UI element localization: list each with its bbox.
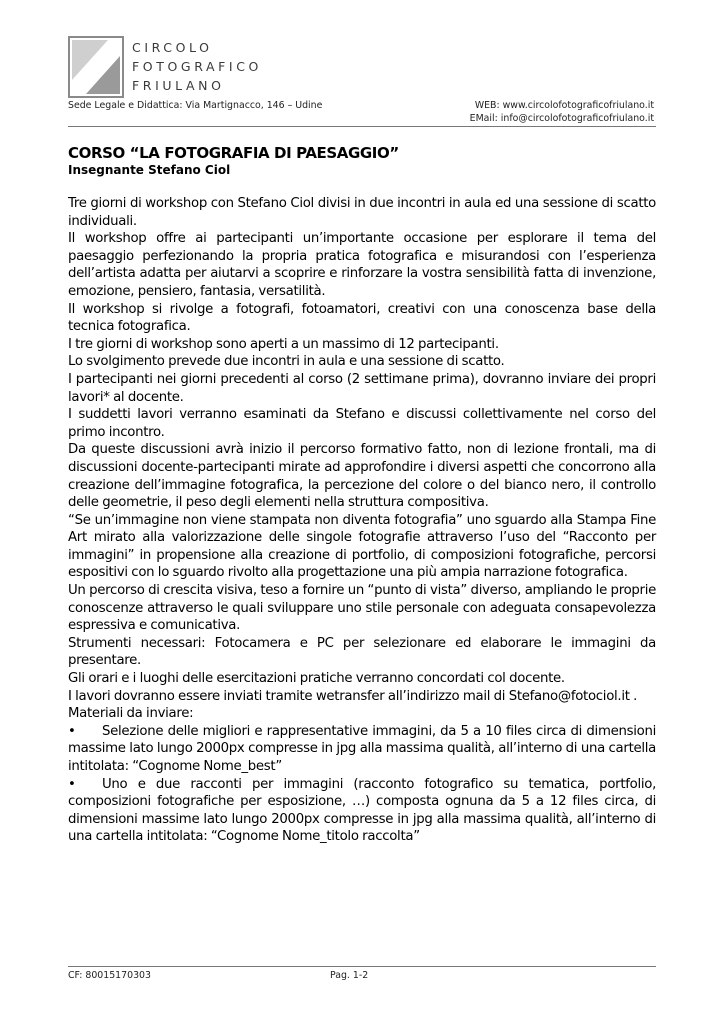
paragraph: Il workshop offre ai partecipanti un’importante occasione per esplorare il tema del paesaggio perfezionando la propria pratica fotografica e misurandosi con l’esperienza dell’artista adatta per aiutarvi a scoprire e rinforzare la vostra sensibilità fatta di invenzione, emozione, pensiero, fantasia, versatilità. [68,231,656,299]
paragraph: I partecipanti nei giorni precedenti al corso (2 settimane prima), dovranno inviare dei propri lavori* al docente. [68,371,656,405]
logo-word-friulano: FRIULANO [132,78,225,93]
paragraph: Lo svolgimento prevede due incontri in aula e una sessione di scatto. [68,354,505,370]
paragraph: I suddetti lavori verranno esaminati da Stefano e discussi collettivamente nel corso del primo incontro. [68,407,656,440]
paragraph: “Se un’immagine non viene stampata non diventa fotografia” uno sguardo alla Stampa Fine Art mirato alla valorizzazione delle singole fotografie attraverso l’uso del “Racconto per immagini” in propensione alla creazione di portfolio, di composizioni fotografiche, percorsi espositivi con lo sguardo rivolto alla progettazione una più ampia narrazione fotografica. [68,512,656,581]
paragraph: Tre giorni di workshop con Stefano Ciol divisi in due incontri in aula ed una sessione di scatto individuali. [68,196,656,229]
list-item [68,723,656,776]
document-subtitle: Insegnante Stefano Ciol [68,163,231,177]
paragraph: Gli orari e i luoghi delle esercitazioni pratiche verranno concordati col docente. [68,671,565,687]
header-email: EMail: info@circolofotograficofriulano.it [469,113,654,124]
header-address: Sede Legale e Didattica: Via Martignacco, 146 – Udine [68,100,323,111]
paragraph: I lavori dovranno essere inviati tramite wetransfer all’indirizzo mail di Stefano@fotociol.it . [68,688,638,704]
logo-mark-icon [68,36,124,98]
paragraph: Da queste discussioni avrà inizio il percorso formativo fatto, non di lezione frontali, ma di discussioni docente-partecipanti mirate ad approfondire i diversi aspetti che concorrono alla creazione dell’immagine fotografica, la percezione del colore o del bianco nero, il controllo delle geometrie, il peso degli elementi nella struttura compositiva. [68,442,656,511]
paragraph: Il workshop si rivolge a fotografi, fotoamatori, creativi con una conoscenza base della tecnica fotografica. [68,301,656,335]
paragraph: Materiali da inviare: [68,706,194,722]
footer-cf: CF: 80015170303 [68,970,151,981]
document-body [68,195,656,846]
bullet-icon: • [68,776,76,792]
list-item-text: Selezione delle migliori e rappresentative immagini, da 5 a 10 files circa di dimensioni massime lato lungo 2000px compresse in jpg alla massima qualità, all’interno di una cartella intitolata: “Cognome Nome_best” [68,723,656,774]
document-title: CORSO “LA FOTOGRAFIA DI PAESAGGIO” [68,144,399,162]
list-item-text: Uno e due racconti per immagini (racconto fotografico su tematica, portfolio, composizioni fotografiche per esposizione, …) composta ognuna da 5 a 12 files circa, di dimensioni massime lato lungo 2000px compresse in jpg alla massima qualità, all’interno di una cartella intitolata: “Cognome Nome_titolo raccolta” [68,776,656,845]
list-item [68,776,656,846]
footer-divider [68,966,656,967]
header-web: WEB: www.circolofotograficofriulano.it [474,100,654,111]
paragraph: I tre giorni di workshop sono aperti a un massimo di 12 partecipanti. [68,336,499,352]
logo-word-fotografico: FOTOGRAFICO [132,59,262,74]
logo-word-circolo: CIRCOLO [132,40,213,55]
footer-page-number: Pag. 1-2 [330,970,369,981]
header-divider [68,126,656,127]
paragraph: Un percorso di crescita visiva, teso a fornire un “punto di vista” diverso, ampliando le proprie conoscenze attraverso le quali sviluppare uno stile personale con adeguata consapevolezza espressiva e comunicativa. [68,583,656,634]
paragraph: Strumenti necessari: Fotocamera e PC per selezionare ed elaborare le immagini da presentare. [68,635,656,669]
bullet-icon: • [68,723,76,739]
logo [68,36,298,104]
